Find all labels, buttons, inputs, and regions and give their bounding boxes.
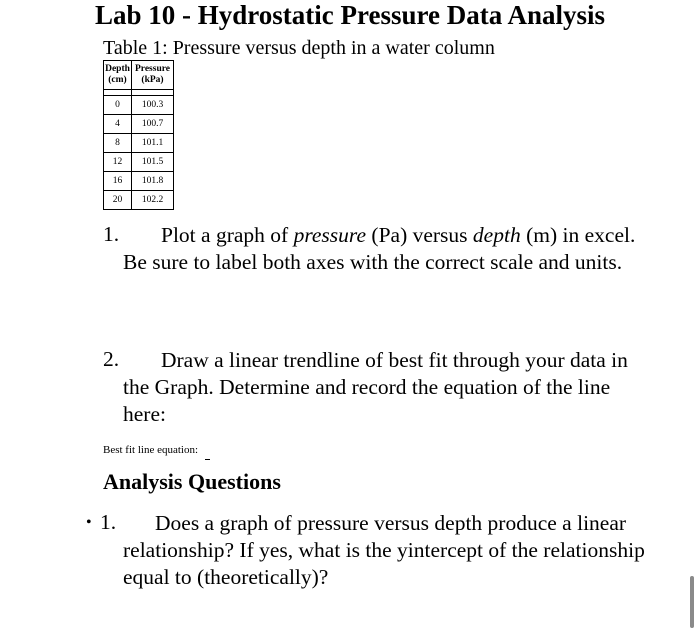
question-2-number: 2. — [103, 347, 120, 371]
pressure-cell: 101.1 — [132, 134, 174, 153]
table-caption: Table 1: Pressure versus depth in a water column — [103, 37, 495, 59]
pressure-header-label: Pressure — [134, 64, 170, 74]
question-1-text-a: Plot a graph of — [161, 223, 294, 247]
depth-cell: 0 — [104, 96, 132, 115]
vertical-scrollbar[interactable] — [690, 576, 694, 628]
analysis-question-1-text-b: linear relationship? If yes, what is the yintercept of the relationship equal to (theoretically)? — [123, 511, 645, 589]
question-1 — [123, 222, 653, 276]
table-row — [104, 115, 174, 134]
question-1-depth-term: depth — [472, 223, 521, 247]
best-fit-label: Best fit line equation: — [103, 444, 199, 456]
pressure-header — [132, 61, 174, 90]
pressure-cell: 100.3 — [132, 96, 174, 115]
depth-cell: 4 — [104, 115, 132, 134]
pressure-depth-table — [103, 60, 174, 210]
question-2-text-a: Draw a linear trendline of best fit through your data — [161, 348, 606, 372]
question-1-number: 1. — [103, 222, 120, 246]
page-title: Lab 10 - Hydrostatic Pressure Data Analysis — [94, 0, 606, 30]
table-row — [104, 191, 174, 210]
bullet-icon: • — [86, 514, 92, 531]
depth-cell: 16 — [104, 172, 132, 191]
depth-cell: 8 — [104, 134, 132, 153]
depth-cell: 12 — [104, 153, 132, 172]
table-header-row — [104, 61, 174, 90]
pressure-cell: 102.2 — [132, 191, 174, 210]
question-2-text-b: in the Graph. Determine and record the equation of the line here: — [123, 348, 628, 426]
analysis-question-1 — [123, 510, 653, 591]
question-1-text-d: excel. Be sure to label both axes with the correct scale and units. — [123, 223, 636, 274]
table-row — [104, 172, 174, 191]
question-1-text-c: (m) in — [520, 223, 580, 247]
question-2 — [123, 347, 653, 428]
depth-header-label: Depth — [105, 64, 130, 74]
depth-header-unit: (cm) — [108, 75, 127, 85]
analysis-heading: Analysis Questions — [103, 469, 281, 494]
pressure-cell: 101.8 — [132, 172, 174, 191]
table-row — [104, 96, 174, 115]
question-1-pressure-term: pressure — [293, 223, 367, 247]
analysis-question-1-text-a: Does a graph of pressure versus depth produce a — [155, 511, 572, 535]
answer-blank-line — [205, 459, 210, 460]
pressure-cell: 101.5 — [132, 153, 174, 172]
analysis-question-1-number: 1. — [100, 510, 117, 534]
depth-cell: 20 — [104, 191, 132, 210]
question-1-text-b: (Pa) versus — [366, 223, 473, 247]
pressure-cell: 100.7 — [132, 115, 174, 134]
depth-header — [104, 61, 132, 90]
table-row — [104, 134, 174, 153]
pressure-header-unit: (kPa) — [141, 75, 164, 85]
table-row — [104, 153, 174, 172]
